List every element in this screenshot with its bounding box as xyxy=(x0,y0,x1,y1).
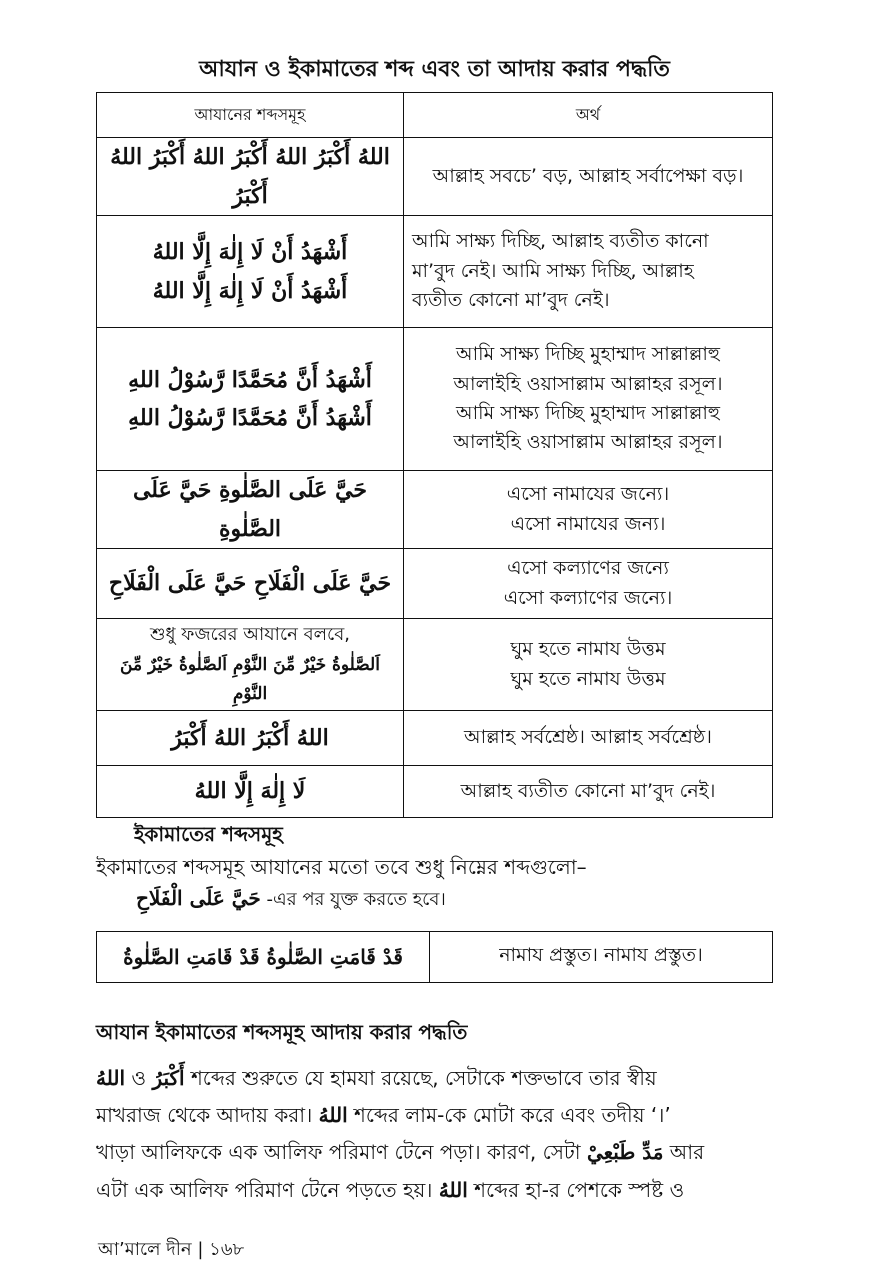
table-row xyxy=(97,471,773,549)
column-header-meaning: অর্থ xyxy=(404,93,773,138)
meaning-text: এসো নামাযের জন্য। xyxy=(510,512,666,535)
meaning-cell xyxy=(404,766,773,818)
arabic-text: اللهُ أَكْبَرُ اللهُ أَكْبَرُ اللهُ أَكْبَرُ اللهُ أَكْبَرُ xyxy=(110,144,390,209)
table-row xyxy=(97,138,773,216)
fajr-note: শুধু ফজরের আযানে বলবে, xyxy=(149,624,350,645)
meaning-cell xyxy=(404,216,773,328)
arabic-cell xyxy=(97,619,404,711)
iqamah-line-1: ইকামাতের শব্দসমূহ আযানের মতো তবে শুধু নিম্নের শব্দগুলো– xyxy=(96,855,587,879)
arabic-inline: حَيَّ عَلَى الْفَلَاحِ xyxy=(136,886,261,910)
page-footer: আ’মালে দীন | ১৬৮ xyxy=(98,1239,245,1260)
arabic-cell xyxy=(97,216,404,328)
meaning-text: এসো কল্যাণের জন্যে xyxy=(507,557,669,580)
meaning-text: এসো কল্যাণের জন্যে। xyxy=(503,586,673,609)
arabic-cell xyxy=(97,328,404,471)
meaning-cell xyxy=(404,328,773,471)
paragraph-line xyxy=(96,1134,776,1171)
meaning-text: আমি সাক্ষ্য দিচ্ছি, আল্লাহ ব্যতীত কানো xyxy=(412,230,709,253)
meaning-text: আল্লাহ সবচে’ বড়, আল্লাহ সর্বাপেক্ষা বড়। xyxy=(432,164,744,187)
adhan-table xyxy=(96,92,773,818)
text-run: ও xyxy=(125,1066,153,1090)
table-row xyxy=(97,932,773,983)
iqamah-paragraph xyxy=(96,852,776,914)
arabic-inline: مَدِّ طَبْعِيْ xyxy=(586,1140,664,1165)
text-run: খাড়া আলিফকে এক আলিফ পরিমাণ টেনে পড়া। কারণ, সেটা xyxy=(96,1140,587,1165)
column-header-words: আযানের শব্দসমূহ xyxy=(97,93,404,138)
text-run: শব্দের লাম-কে মোটা করে এবং তদীয় ‘।’ xyxy=(347,1103,671,1128)
meaning-text: এসো নামাযের জন্যে। xyxy=(506,483,670,506)
table-row xyxy=(97,766,773,818)
arabic-inline: اللهُ xyxy=(96,1066,125,1090)
meaning-cell xyxy=(404,619,773,711)
table-row xyxy=(97,549,773,619)
arabic-text: حَيَّ عَلَى الْفَلَاحِ حَيَّ عَلَى الْفَلَاحِ xyxy=(108,570,392,597)
arabic-inline: اللهُ xyxy=(438,1177,468,1202)
page-title: আযান ও ইকামাতের শব্দ এবং তা আদায় করার পদ্ধতি xyxy=(199,57,670,82)
iqamah-heading: ইকামাতের শব্দসমূহ xyxy=(134,822,283,846)
arabic-cell xyxy=(97,138,404,216)
iqamah-table xyxy=(96,931,773,983)
arabic-text: أَشْهَدُ أَنْ لَا إِلٰهَ إِلَّا اللهُ xyxy=(152,239,348,265)
paragraph-line xyxy=(96,1060,776,1097)
table-header-row xyxy=(97,93,773,138)
meaning-text: আলাইহি ওয়াসাল্লাম আল্লাহর রসূল। xyxy=(453,431,723,454)
paragraph-line xyxy=(96,1172,776,1209)
iqamah-line-2-text: -এর পর যুক্ত করতে হবে। xyxy=(266,889,446,910)
arabic-text: لَا إِلٰهَ إِلَّا اللهُ xyxy=(194,778,306,805)
meaning-text: ব্যতীত কোনো মা’বুদ নেই। xyxy=(412,289,610,312)
arabic-text: حَيَّ عَلَى الصَّلٰوةِ حَيَّ عَلَى الصَّلٰوةِ xyxy=(132,477,368,542)
iqamah-line-2 xyxy=(96,883,776,914)
meaning-cell xyxy=(404,471,773,549)
meaning-cell: নামায প্রস্তুত। নামায প্রস্তুত। xyxy=(430,932,773,983)
table-row xyxy=(97,619,773,711)
arabic-text: اللهُ أَكْبَرُ اللهُ أَكْبَرُ xyxy=(171,724,329,751)
meaning-cell xyxy=(404,711,773,766)
text-run: শব্দের হা-র পেশকে স্পষ্ট ও xyxy=(467,1177,685,1202)
arabic-text: اَلصَّلٰوةُ خَيْرٌ مِّنَ النَّوْمِ اَلصَّلٰوةُ خَيْرٌ مِّنَ النَّوْمِ xyxy=(120,654,380,705)
meaning-text: মা’বুদ নেই। আমি সাক্ষ্য দিচ্ছি, আল্লাহ xyxy=(412,259,694,282)
arabic-text: أَشْهَدُ أَنَّ مُحَمَّدًا رَّسُوْلُ اللهِ xyxy=(128,405,372,431)
paragraph-line xyxy=(96,1097,776,1134)
arabic-cell xyxy=(97,711,404,766)
text-run: এটা এক আলিফ পরিমাণ টেনে পড়তে হয়। xyxy=(96,1177,439,1202)
method-heading: আযান ইকামাতের শব্দসমূহ আদায় করার পদ্ধতি xyxy=(96,1020,468,1044)
arabic-inline: أَكْبَرُ xyxy=(152,1066,185,1090)
arabic-cell xyxy=(97,471,404,549)
meaning-text: আল্লাহ ব্যতীত কোনো মা’বুদ নেই। xyxy=(460,779,716,802)
table-row xyxy=(97,216,773,328)
method-paragraph xyxy=(96,1060,776,1209)
meaning-text: ঘুম হতে নামায উত্তম xyxy=(510,667,666,690)
meaning-text: আলাইহি ওয়াসাল্লাম আল্লাহর রসূল। xyxy=(453,372,723,395)
meaning-text: আমি সাক্ষ্য দিচ্ছি মুহাম্মাদ সাল্লাল্লাহু xyxy=(456,343,720,366)
meaning-text: ঘুম হতে নামায উত্তম xyxy=(510,638,666,661)
arabic-text: أَشْهَدُ أَنَّ مُحَمَّدًا رَّسُوْلُ اللهِ xyxy=(128,366,372,393)
arabic-cell: قَدْ قَامَتِ الصَّلٰوةُ قَدْ قَامَتِ الصَّلٰوةُ xyxy=(97,932,430,983)
table-row xyxy=(97,328,773,471)
text-run: মাখরাজ থেকে আদায় করা। xyxy=(96,1103,319,1128)
arabic-cell xyxy=(97,549,404,619)
meaning-text: আমি সাক্ষ্য দিচ্ছি মুহাম্মাদ সাল্লাল্লাহু xyxy=(456,402,720,424)
arabic-inline: اللهُ xyxy=(318,1103,348,1128)
arabic-cell xyxy=(97,766,404,818)
meaning-cell xyxy=(404,549,773,619)
table-row xyxy=(97,711,773,766)
meaning-text: আল্লাহ সর্বশ্রেষ্ঠ। আল্লাহ সর্বশ্রেষ্ঠ। xyxy=(464,726,712,749)
text-run: আর xyxy=(663,1140,705,1165)
text-run: শব্দের শুরুতে যে হামযা রয়েছে, সেটাকে শক্তভাবে তার স্বীয় xyxy=(184,1066,657,1090)
arabic-text: أَشْهَدُ أَنْ لَا إِلٰهَ إِلَّا اللهُ xyxy=(152,277,348,304)
meaning-cell xyxy=(404,138,773,216)
